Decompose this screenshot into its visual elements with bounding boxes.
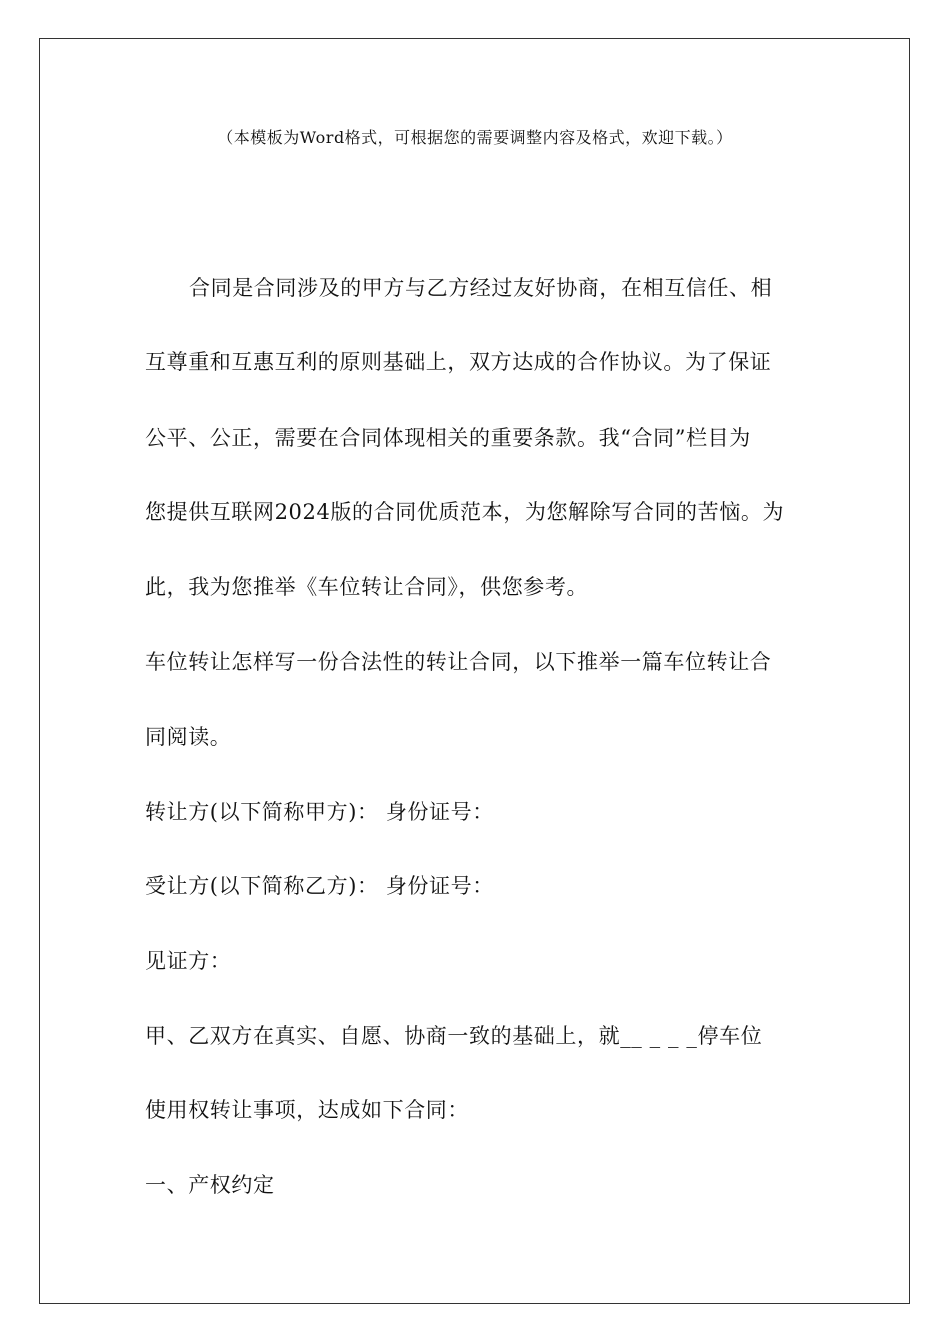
section-1-title: 一、产权约定	[145, 1173, 275, 1197]
intro-line-4: 您提供互联网2024版的合同优质范本，为您解除写合同的苦恼。为	[145, 500, 785, 524]
lead-line-2: 同阅读。	[145, 725, 232, 749]
intro-line-2: 互尊重和互惠互利的原则基础上，双方达成的合作协议。为了保证	[145, 350, 772, 374]
intro-line-3: 公平、公正，需要在合同体现相关的重要条款。我“合同”栏目为	[145, 426, 751, 450]
intro-line-5: 此，我为您推举《车位转让合同》，供您参考。	[145, 575, 589, 599]
agreement-line-2: 使用权转让事项，达成如下合同：	[145, 1098, 469, 1122]
witness-line: 见证方：	[145, 949, 232, 973]
template-note: （本模板为Word格式，可根据您的需要调整内容及格式，欢迎下载。）	[217, 128, 733, 147]
lead-line-1: 车位转让怎样写一份合法性的转让合同，以下推举一篇车位转让合	[145, 650, 772, 674]
agreement-line-1: 甲、乙双方在真实、自愿、协商一致的基础上，就__ _ _ _停车位	[145, 1024, 763, 1048]
party-a-line: 转让方(以下简称甲方)： 身份证号：	[145, 800, 494, 824]
intro-line-1: 合同是合同涉及的甲方与乙方经过友好协商，在相互信任、相	[189, 276, 773, 300]
party-b-line: 受让方(以下简称乙方)： 身份证号：	[145, 874, 494, 898]
